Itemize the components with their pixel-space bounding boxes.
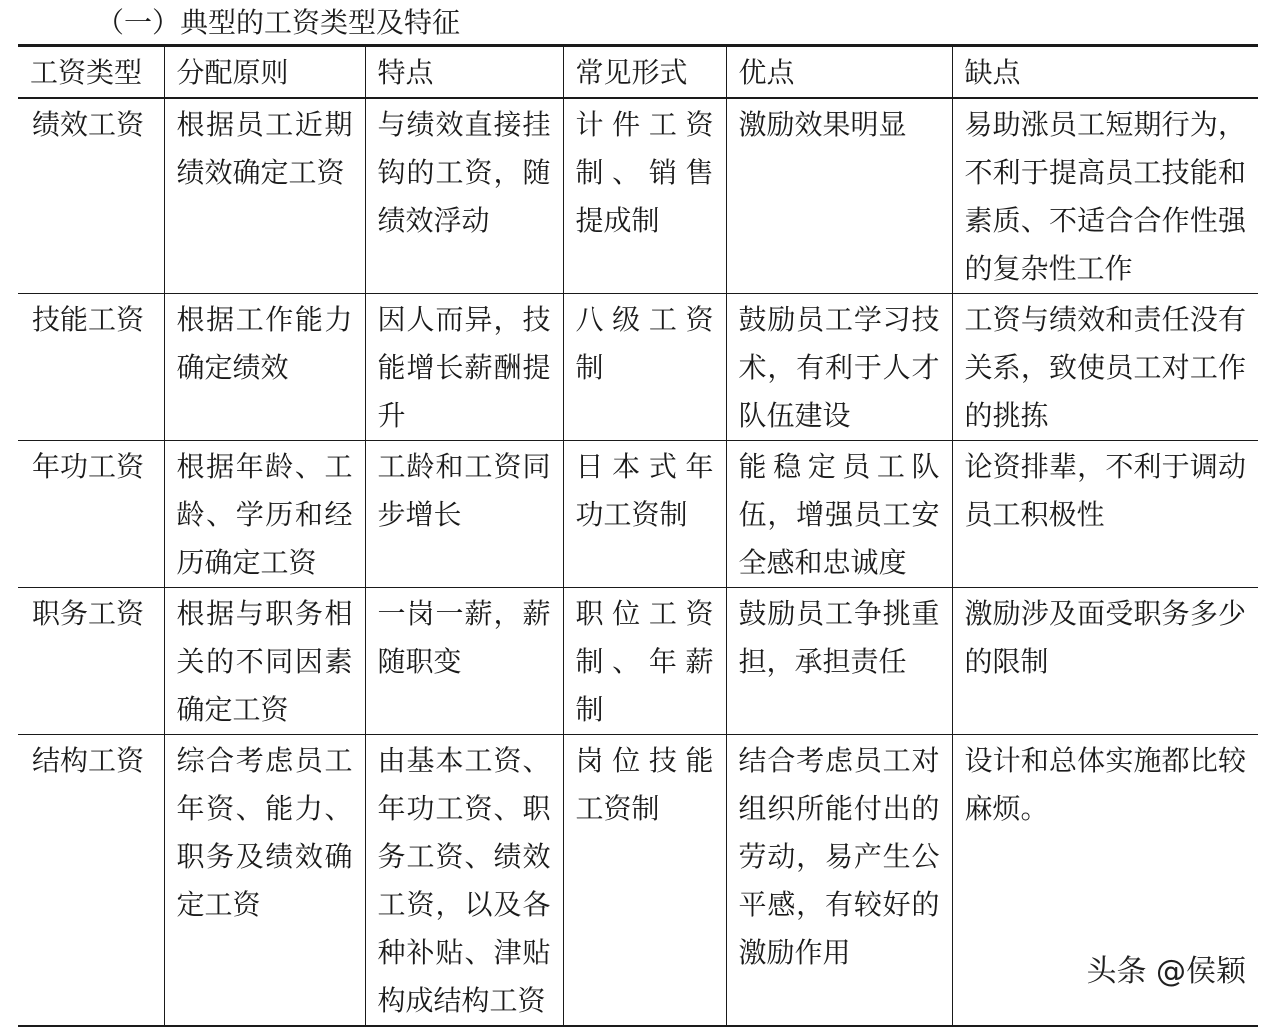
salary-types-table [18,44,1258,1027]
cell-form: 八级工资制 [563,294,726,441]
watermark: 头条 @侯颖 [1086,954,1246,989]
cell-cons: 激励涉及面受职务多少的限制 [952,588,1258,735]
cell-principle: 根据员工近期绩效确定工资 [164,98,365,294]
cell-cons: 易助涨员工短期行为，不利于提高员工技能和素质、不适合合作性强的复杂性工作 [952,98,1258,294]
cell-type: 年功工资 [18,441,164,588]
cell-principle: 根据年龄、工龄、学历和经历确定工资 [164,441,365,588]
cell-feature: 与绩效直接挂钩的工资，随绩效浮动 [365,98,563,294]
section-heading: （一）典型的工资类型及特征 [96,6,461,39]
table-row [18,735,1258,1027]
table-header-row [18,46,1258,99]
cell-form: 职位工资制、年薪制 [563,588,726,735]
cell-type: 绩效工资 [18,98,164,294]
cell-type: 结构工资 [18,735,164,1027]
table-row [18,294,1258,441]
cell-feature: 一岗一薪，薪随职变 [365,588,563,735]
cell-type: 职务工资 [18,588,164,735]
cell-feature: 由基本工资、年功工资、职务工资、绩效工资，以及各种补贴、津贴构成结构工资 [365,735,563,1027]
cell-pros: 结合考虑员工对组织所能付出的劳动，易产生公平感，有较好的激励作用 [726,735,952,1027]
header-cell-pros: 优点 [726,46,952,99]
cell-pros: 鼓励员工争挑重担，承担责任 [726,588,952,735]
cell-principle: 根据与职务相关的不同因素确定工资 [164,588,365,735]
header-cell-form: 常见形式 [563,46,726,99]
table-row [18,441,1258,588]
header-cell-feature: 特点 [365,46,563,99]
cell-form: 计件工资制、销售提成制 [563,98,726,294]
cell-feature: 工龄和工资同步增长 [365,441,563,588]
cell-pros: 鼓励员工学习技术，有利于人才队伍建设 [726,294,952,441]
cell-pros: 激励效果明显 [726,98,952,294]
table-row [18,588,1258,735]
cell-cons: 论资排辈，不利于调动员工积极性 [952,441,1258,588]
header-cell-cons: 缺点 [952,46,1258,99]
cell-type: 技能工资 [18,294,164,441]
cell-feature: 因人而异，技能增长薪酬提升 [365,294,563,441]
cell-cons: 设计和总体实施都比较麻烦。 [952,735,1258,1027]
cell-principle: 综合考虑员工年资、能力、职务及绩效确定工资 [164,735,365,1027]
header-cell-principle: 分配原则 [164,46,365,99]
cell-pros: 能稳定员工队伍，增强员工安全感和忠诚度 [726,441,952,588]
salary-types-table-container [18,44,1258,1027]
header-cell-type: 工资类型 [18,46,164,99]
cell-form: 岗位技能工资制 [563,735,726,1027]
cell-form: 日本式年功工资制 [563,441,726,588]
table-row [18,98,1258,294]
cell-principle: 根据工作能力确定绩效 [164,294,365,441]
cell-cons: 工资与绩效和责任没有关系，致使员工对工作的挑拣 [952,294,1258,441]
